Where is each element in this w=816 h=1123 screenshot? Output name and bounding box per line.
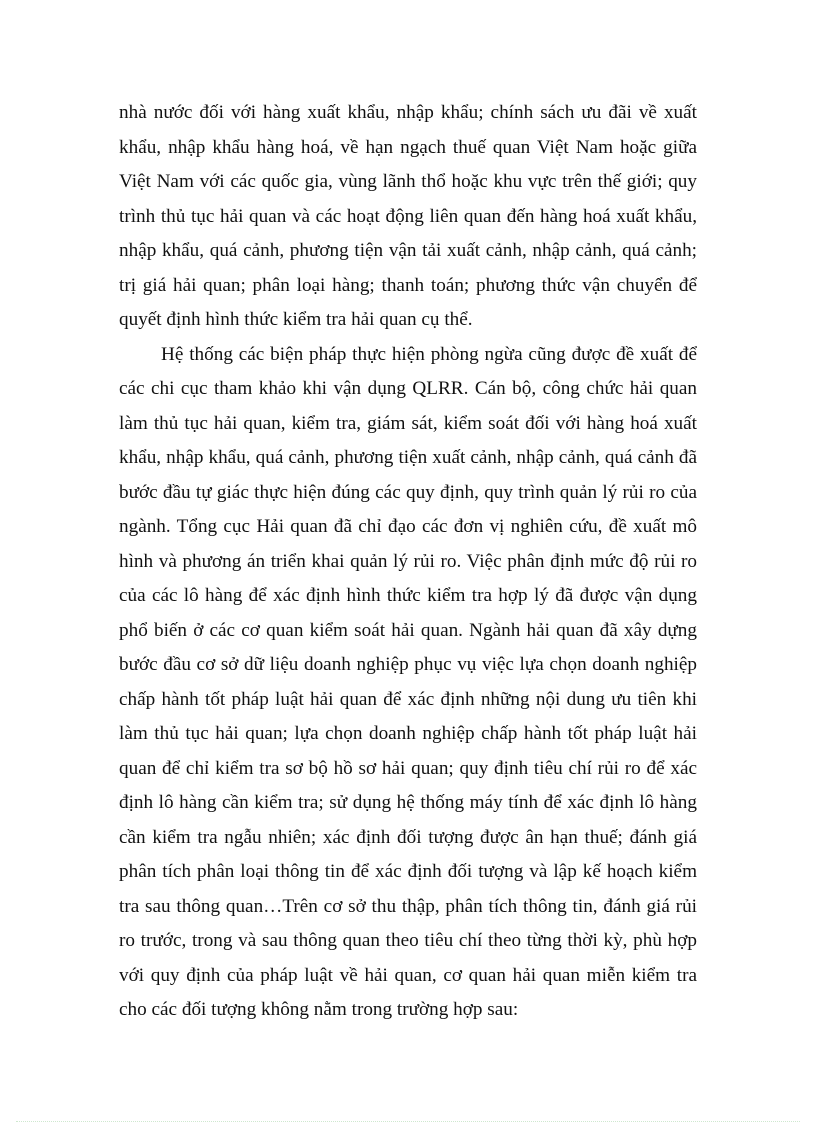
page-bottom-divider (16, 1121, 800, 1122)
paragraph-customs-policy-continuation: nhà nước đối với hàng xuất khẩu, nhập khẩu; chính sách ưu đãi về xuất khẩu, nhập khẩu hàng hoá, về hạn ngạch thuế quan Việt Nam hoặc giữa Việt Nam với các quốc gia, vùng lãnh thổ hoặc khu vực trên thế giới; quy trình thủ tục hải quan và các hoạt động liên quan đến hàng hoá xuất khẩu, nhập khẩu, quá cảnh, phương tiện vận tải xuất cảnh, nhập cảnh, quá cảnh; trị giá hải quan; phân loại hàng; thanh toán; phương thức vận chuyển để quyết định hình thức kiểm tra hải quan cụ thể. (119, 102, 697, 330)
document-body (119, 96, 697, 1028)
paragraph-risk-management-measures: Hệ thống các biện pháp thực hiện phòng ngừa cũng được đề xuất để các chi cục tham khảo khi vận dụng QLRR. Cán bộ, công chức hải quan làm thủ tục hải quan, kiểm tra, giám sát, kiểm soát đối với hàng hoá xuất khẩu, nhập khẩu, quá cảnh, phương tiện xuất cảnh, nhập cảnh, quá cảnh đã bước đầu tự giác thực hiện đúng các quy định, quy trình quản lý rủi ro của ngành. Tổng cục Hải quan đã chỉ đạo các đơn vị nghiên cứu, đề xuất mô hình và phương án triển khai quản lý rủi ro. Việc phân định mức độ rủi ro của các lô hàng để xác định hình thức kiểm tra hợp lý đã được vận dụng phổ biến ở các cơ quan kiểm soát hải quan. Ngành hải quan đã xây dựng bước đầu cơ sở dữ liệu doanh nghiệp phục vụ việc lựa chọn doanh nghiệp chấp hành tốt pháp luật hải quan để xác định những nội dung ưu tiên khi làm thủ tục hải quan; lựa chọn doanh nghiệp chấp hành tốt pháp luật hải quan để chỉ kiểm tra sơ bộ hồ sơ hải quan; quy định tiêu chí rủi ro để xác định lô hàng cần kiểm tra; sử dụng hệ thống máy tính để xác định lô hàng cần kiểm tra ngẫu nhiên; xác định đối tượng được ân hạn thuế; đánh giá phân tích phân loại thông tin để xác định đối tượng và lập kế hoạch kiểm tra sau thông quan…Trên cơ sở thu thập, phân tích thông tin, đánh giá rủi ro trước, trong và sau thông quan theo tiêu chí theo từng thời kỳ, phù hợp với quy định của pháp luật về hải quan, cơ quan hải quan miễn kiểm tra cho các đối tượng không nằm trong trường hợp sau: (119, 343, 697, 1020)
